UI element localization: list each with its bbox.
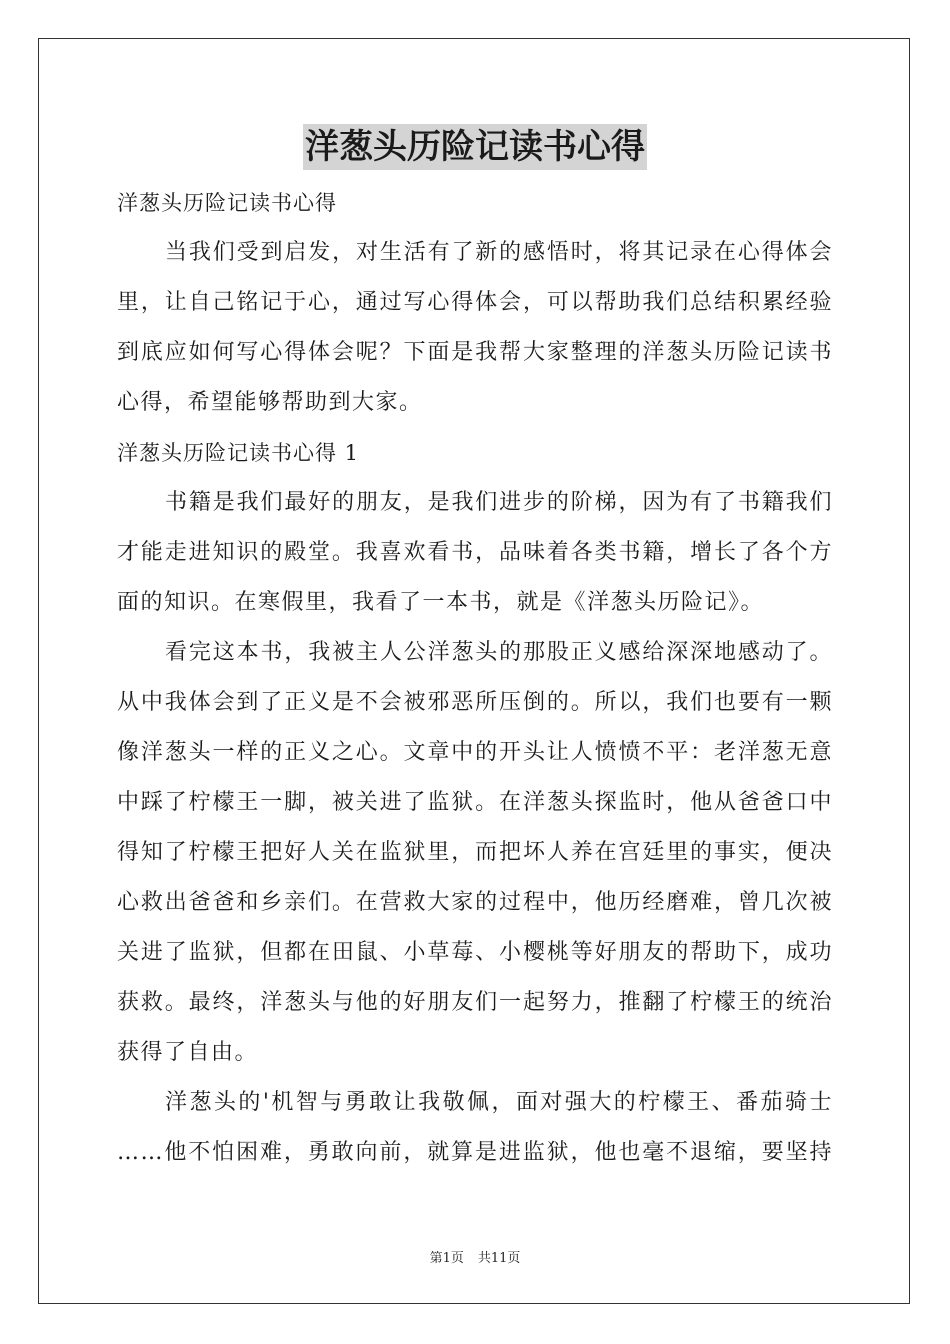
document-body — [117, 178, 833, 1178]
paragraph-line: 里，让自己铭记于心，通过写心得体会，可以帮助我们总结积累经验 — [117, 290, 833, 315]
page-footer — [0, 1247, 950, 1266]
paragraph-line: 面的知识。在寒假里，我看了一本书，就是《洋葱头历险记》。 — [117, 590, 765, 615]
paragraph-line: 才能走进知识的殿堂。我喜欢看书，品味着各类书籍，增长了各个方 — [117, 540, 833, 565]
paragraph-line: 当我们受到启发，对生活有了新的感悟时，将其记录在心得体会 — [165, 240, 833, 265]
paragraph-line: 从中我体会到了正义是不会被邪恶所压倒的。所以，我们也要有一颗 — [117, 690, 833, 715]
paragraph-line: 中踩了柠檬王一脚，被关进了监狱。在洋葱头探监时，他从爸爸口中 — [117, 790, 833, 815]
document-title: 洋葱头历险记读书心得 — [303, 124, 647, 170]
subtitle-line: 洋葱头历险记读书心得 — [117, 191, 337, 215]
paragraph-line: 书籍是我们最好的朋友，是我们进步的阶梯，因为有了书籍我们 — [165, 490, 833, 515]
paragraph-line: 得知了柠檬王把好人关在监狱里，而把坏人养在宫廷里的事实，便决 — [117, 840, 833, 865]
paragraph-line: 洋葱头的'机智与勇敢让我敬佩，面对强大的柠檬王、番茄骑士 — [165, 1090, 833, 1115]
page-number: 第1页 — [429, 1251, 464, 1266]
page-total: 共11页 — [477, 1251, 521, 1266]
paragraph-line: 到底应如何写心得体会呢？下面是我帮大家整理的洋葱头历险记读书 — [117, 340, 833, 365]
paragraph-line: 心救出爸爸和乡亲们。在营救大家的过程中，他历经磨难，曾几次被 — [117, 890, 833, 915]
paragraph-line: ……他不怕困难，勇敢向前，就算是进监狱，他也毫不退缩，要坚持 — [117, 1140, 833, 1165]
title-container — [0, 124, 950, 170]
paragraph-line: 获得了自由。 — [117, 1040, 259, 1065]
paragraph-line: 获救。最终，洋葱头与他的好朋友们一起努力，推翻了柠檬王的统治 — [117, 990, 833, 1015]
paragraph-line: 心得，希望能够帮助到大家。 — [117, 390, 423, 415]
paragraph-line: 关进了监狱，但都在田鼠、小草莓、小樱桃等好朋友的帮助下，成功 — [117, 940, 833, 965]
paragraph-line: 看完这本书，我被主人公洋葱头的那股正义感给深深地感动了。 — [165, 640, 833, 665]
paragraph-line: 像洋葱头一样的正义之心。文章中的开头让人愤愤不平：老洋葱无意 — [117, 740, 833, 765]
section-heading: 洋葱头历险记读书心得 1 — [117, 441, 360, 465]
